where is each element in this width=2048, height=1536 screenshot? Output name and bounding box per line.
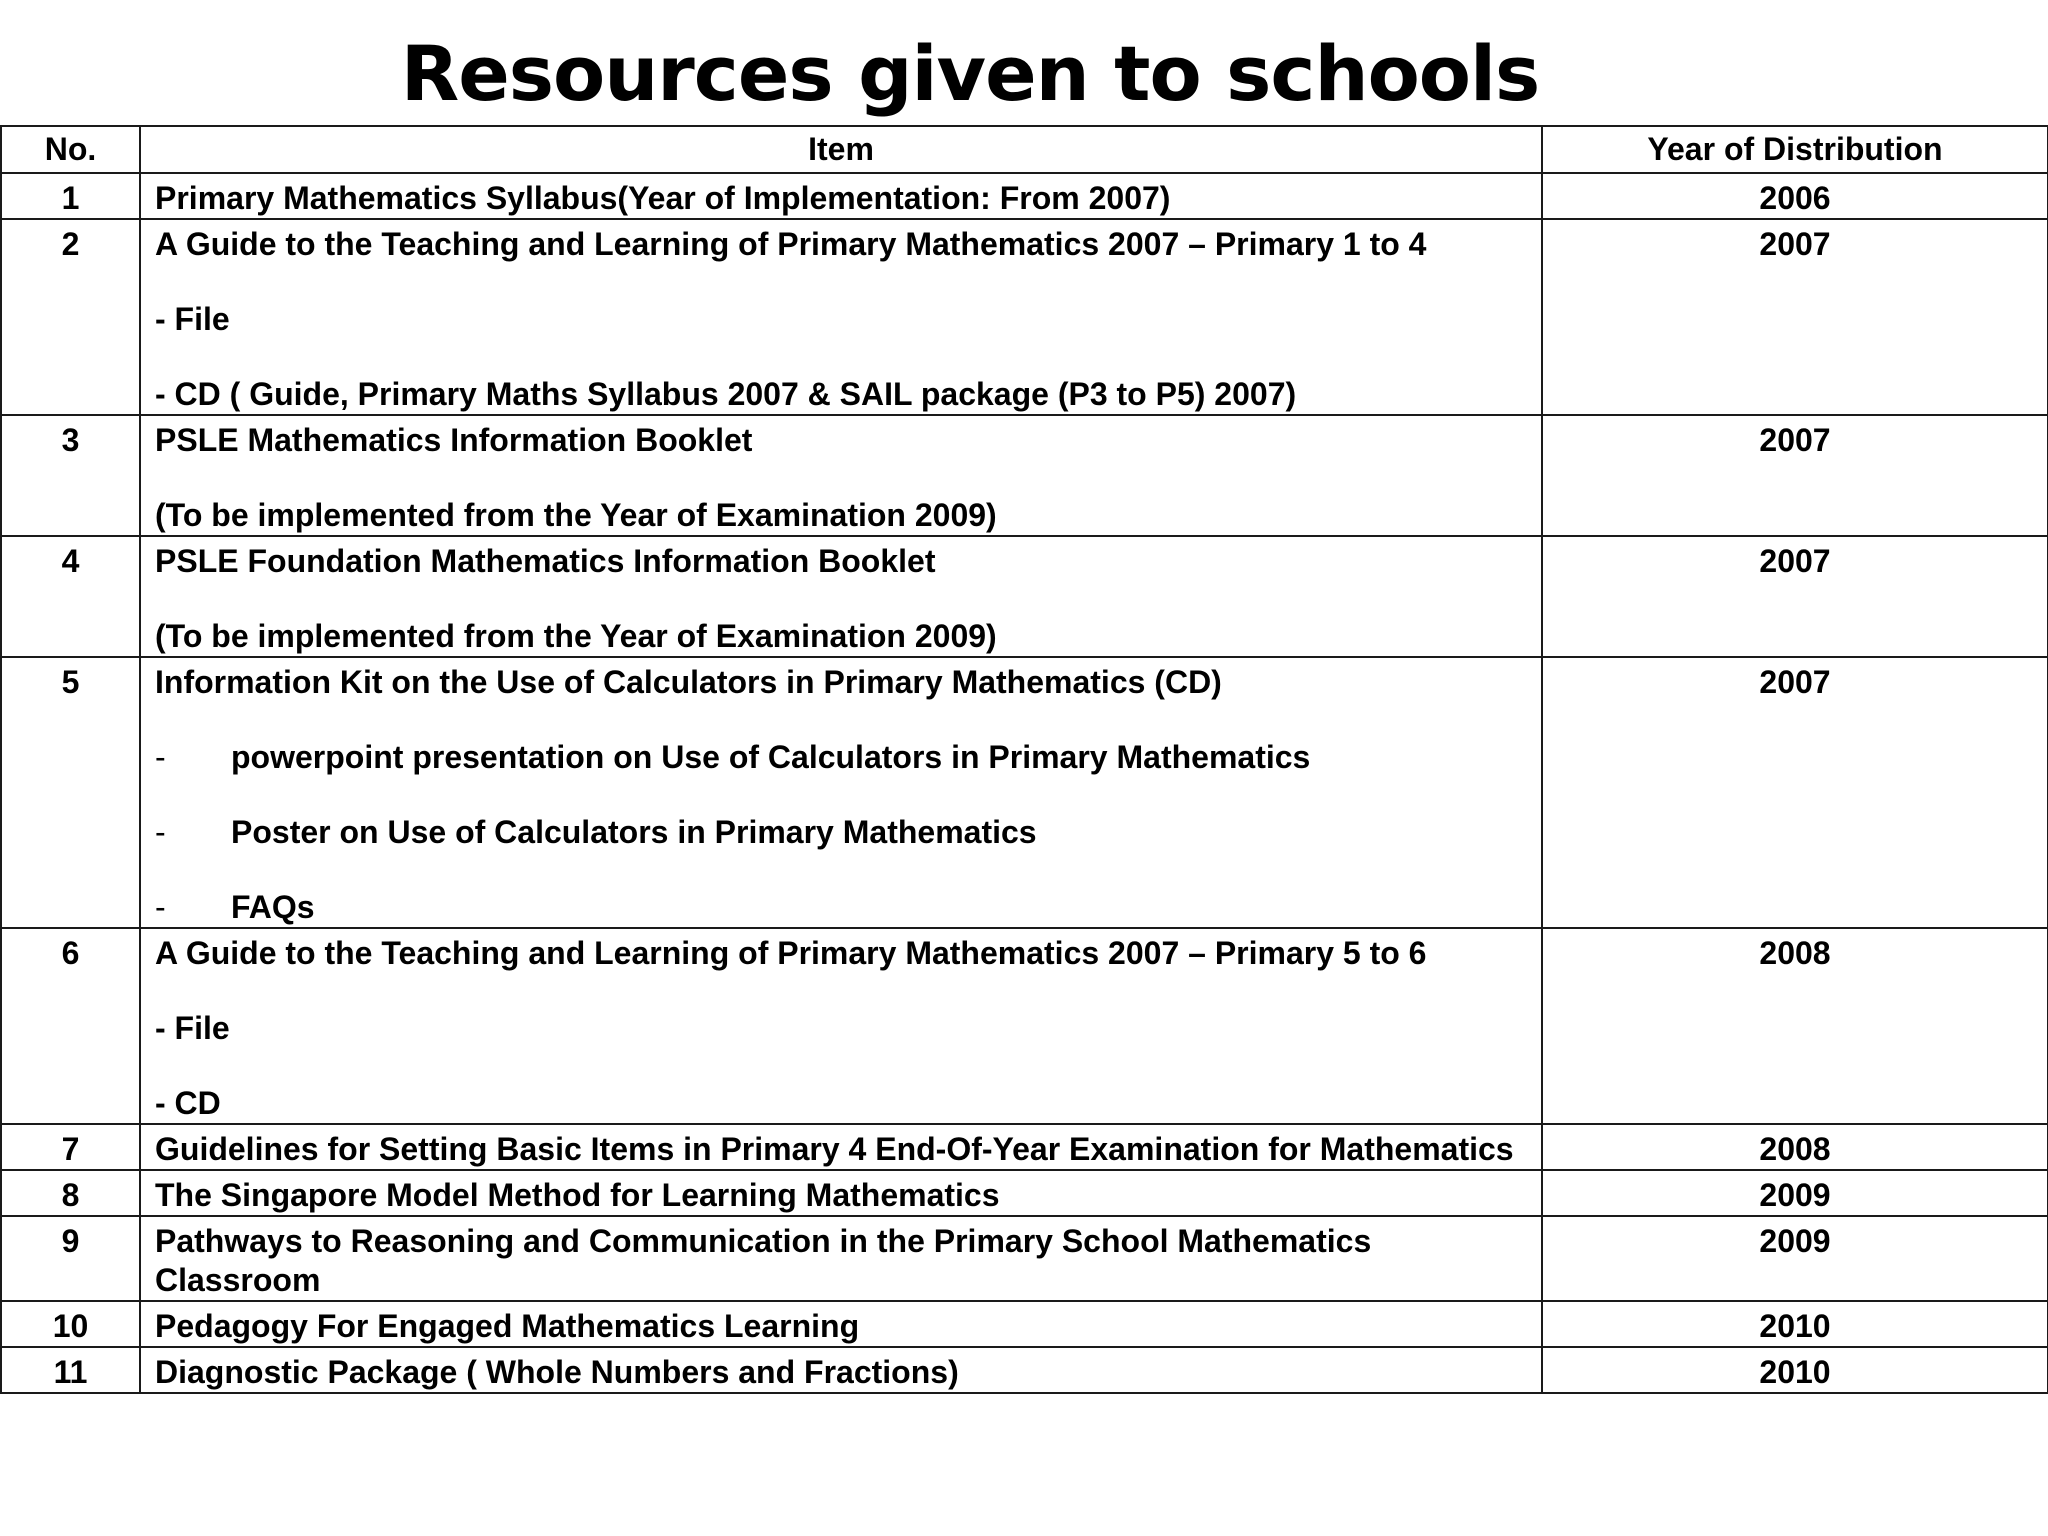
- row-year: 2007: [1542, 657, 2048, 928]
- table-row: [1, 1301, 2048, 1347]
- bullet-item: [155, 888, 1527, 927]
- resources-table: [0, 125, 2048, 1394]
- table-row: [1, 1347, 2048, 1393]
- bullet-text: powerpoint presentation on Use of Calculators in Primary Mathematics: [231, 739, 1311, 775]
- row-item: [140, 928, 1542, 1124]
- item-subline: - CD: [155, 1085, 221, 1121]
- item-subline: (To be implemented from the Year of Examination 2009): [155, 618, 997, 654]
- table-row: [1, 1216, 2048, 1301]
- row-number: 3: [1, 415, 140, 536]
- item-title: Pedagogy For Engaged Mathematics Learning: [155, 1308, 860, 1344]
- row-year: 2010: [1542, 1347, 2048, 1393]
- table-row: [1, 657, 2048, 928]
- row-item: [140, 173, 1542, 219]
- item-title: A Guide to the Teaching and Learning of Primary Mathematics 2007 – Primary 5 to 6: [155, 935, 1427, 971]
- slide-title: Resources given to schools: [400, 29, 1540, 118]
- item-title: A Guide to the Teaching and Learning of Primary Mathematics 2007 – Primary 1 to 4: [155, 226, 1427, 262]
- item-title: The Singapore Model Method for Learning Mathematics: [155, 1177, 1000, 1213]
- row-item: [140, 219, 1542, 415]
- row-number: 5: [1, 657, 140, 928]
- table-row: [1, 928, 2048, 1124]
- bullet-text: Poster on Use of Calculators in Primary Mathematics: [231, 814, 1037, 850]
- row-item: [140, 1347, 1542, 1393]
- table-header-row: [1, 126, 2048, 173]
- table-row: [1, 219, 2048, 415]
- item-subline: - File: [155, 301, 230, 337]
- row-year: 2009: [1542, 1216, 2048, 1301]
- row-item: [140, 415, 1542, 536]
- table-row: [1, 536, 2048, 657]
- header-no: No.: [1, 126, 140, 173]
- row-number: 8: [1, 1170, 140, 1216]
- row-number: 6: [1, 928, 140, 1124]
- table-row: [1, 173, 2048, 219]
- row-year: 2007: [1542, 415, 2048, 536]
- row-item: [140, 1170, 1542, 1216]
- bullet-dash: -: [155, 814, 166, 850]
- row-year: 2008: [1542, 1124, 2048, 1170]
- bullet-item: [155, 813, 1527, 852]
- item-subline: - CD ( Guide, Primary Maths Syllabus 2007 & SAIL package (P3 to P5) 2007): [155, 376, 1297, 412]
- row-item: [140, 1301, 1542, 1347]
- item-title: Diagnostic Package ( Whole Numbers and Fractions): [155, 1354, 959, 1390]
- table-row: [1, 1124, 2048, 1170]
- row-number: 4: [1, 536, 140, 657]
- row-year: 2006: [1542, 173, 2048, 219]
- row-number: 7: [1, 1124, 140, 1170]
- bullet-text: FAQs: [231, 889, 315, 925]
- row-year: 2009: [1542, 1170, 2048, 1216]
- table-row: [1, 415, 2048, 536]
- bullet-item: [155, 738, 1527, 777]
- row-number: 2: [1, 219, 140, 415]
- item-title: Pathways to Reasoning and Communication in the Primary School Mathematics Classroom: [155, 1223, 1372, 1298]
- row-year: 2007: [1542, 536, 2048, 657]
- item-title: PSLE Mathematics Information Booklet: [155, 422, 753, 458]
- bullet-dash: -: [155, 739, 166, 775]
- row-item: [140, 657, 1542, 928]
- bullet-dash: -: [155, 889, 166, 925]
- row-number: 11: [1, 1347, 140, 1393]
- header-year: Year of Distribution: [1542, 126, 2048, 173]
- item-title: Primary Mathematics Syllabus(Year of Implementation: From 2007): [155, 180, 1171, 216]
- row-number: 1: [1, 173, 140, 219]
- row-number: 9: [1, 1216, 140, 1301]
- row-year: 2010: [1542, 1301, 2048, 1347]
- item-title: Information Kit on the Use of Calculators in Primary Mathematics (CD): [155, 664, 1222, 700]
- table-row: [1, 1170, 2048, 1216]
- row-item: [140, 536, 1542, 657]
- item-subline: (To be implemented from the Year of Examination 2009): [155, 497, 997, 533]
- header-item: Item: [140, 126, 1542, 173]
- row-year: 2008: [1542, 928, 2048, 1124]
- row-number: 10: [1, 1301, 140, 1347]
- item-title: PSLE Foundation Mathematics Information Booklet: [155, 543, 936, 579]
- row-item: [140, 1124, 1542, 1170]
- row-item: [140, 1216, 1542, 1301]
- row-year: 2007: [1542, 219, 2048, 415]
- item-title: Guidelines for Setting Basic Items in Primary 4 End-Of-Year Examination for Mathematics: [155, 1131, 1514, 1167]
- item-subline: - File: [155, 1010, 230, 1046]
